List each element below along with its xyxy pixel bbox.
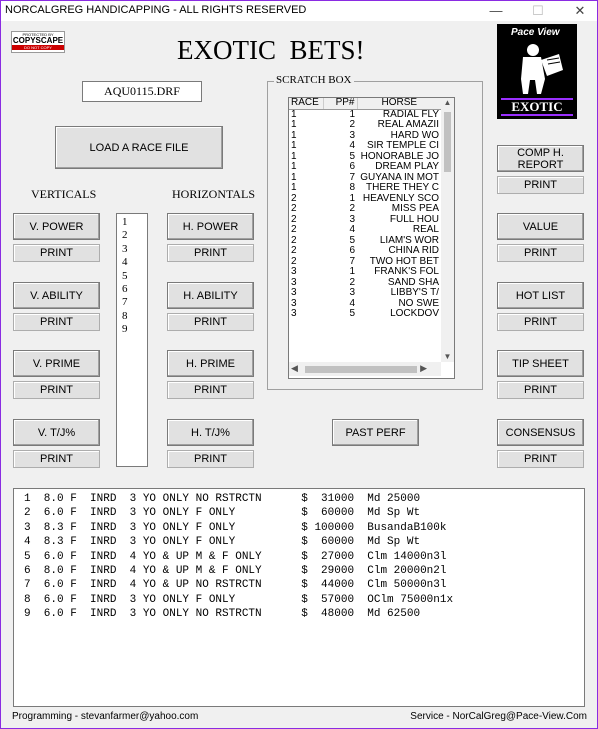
- scratch-row[interactable]: [289, 257, 441, 268]
- scroll-down-icon[interactable]: ▼: [443, 352, 452, 361]
- race-line: 4 8.3 F INRD 3 YO ONLY F ONLY $ 60000 Md Sp Wt: [24, 536, 421, 549]
- scratch-pp-cell: 1: [349, 267, 355, 278]
- logo-exotic-text: EXOTIC: [501, 98, 573, 116]
- scratch-pp-cell: 5: [349, 309, 355, 320]
- scratch-horse-cell: REAL AMAZII: [377, 120, 439, 131]
- scratch-horse-cell: LIAM'S WOR: [379, 235, 439, 246]
- page-title: EXOTIC BETS!: [177, 35, 365, 65]
- scratch-horse-cell: HEAVENLY SCO: [362, 193, 439, 204]
- scratch-horse-cell: THERE THEY C: [366, 183, 439, 194]
- consensus-print-button[interactable]: PRINT: [497, 450, 584, 468]
- list-item[interactable]: 5: [122, 269, 128, 282]
- scratch-race-cell: 1: [291, 130, 297, 141]
- h-power-button[interactable]: H. POWER: [167, 213, 254, 240]
- race-card-textarea[interactable]: [13, 488, 585, 707]
- race-line: 7 6.0 F INRD 4 YO & UP NO RSTRCTN $ 44000 Clm 50000n3l: [24, 579, 447, 592]
- race-line: 3 8.3 F INRD 3 YO ONLY F ONLY $ 100000 BusandaB100k: [24, 521, 447, 534]
- scratch-pp-cell: 2: [349, 204, 355, 215]
- title-bar: [1, 1, 597, 21]
- race-line: 6 8.0 F INRD 4 YO & UP M & F ONLY $ 29000 Clm 20000n2l: [24, 565, 447, 578]
- scratch-horse-cell: CHINA RID: [388, 246, 439, 257]
- copyscape-badge: [11, 31, 65, 53]
- scratch-pp-cell: 6: [349, 246, 355, 257]
- scratch-horse-cell: HONORABLE JO: [360, 151, 439, 162]
- value-print-button[interactable]: PRINT: [497, 244, 584, 262]
- scratch-row[interactable]: [289, 194, 441, 205]
- scratch-horse-cell: LIBBY'S T/: [390, 288, 439, 299]
- scratch-pp-cell: 1: [349, 193, 355, 204]
- race-line: 8 6.0 F INRD 3 YO ONLY F ONLY $ 57000 OClm 75000n1x: [24, 593, 454, 606]
- past-perf-button[interactable]: PAST PERF: [332, 419, 419, 446]
- scratch-race-cell: 2: [291, 225, 297, 236]
- race-line: 2 6.0 F INRD 3 YO ONLY F ONLY $ 60000 Md Sp Wt: [24, 507, 421, 520]
- scratch-row[interactable]: [289, 236, 441, 247]
- scratch-race-cell: 1: [291, 120, 297, 131]
- scratch-row[interactable]: [289, 173, 441, 184]
- scratch-row[interactable]: [289, 225, 441, 236]
- scratch-race-cell: 1: [291, 162, 297, 173]
- h-power-print-button[interactable]: PRINT: [167, 244, 254, 262]
- race-number-list[interactable]: [116, 213, 148, 467]
- scratch-row[interactable]: [289, 299, 441, 310]
- scratch-pp-cell: 3: [349, 214, 355, 225]
- scratch-grid[interactable]: [288, 97, 455, 379]
- minimize-icon[interactable]: —: [489, 3, 503, 18]
- race-line: 5 6.0 F INRD 4 YO & UP M & F ONLY $ 27000 Clm 14000n3l: [24, 550, 447, 563]
- list-item[interactable]: 8: [122, 309, 128, 322]
- h-ability-print-button[interactable]: PRINT: [167, 313, 254, 331]
- scratch-pp-cell: 4: [349, 141, 355, 152]
- scratch-race-cell: 2: [291, 204, 297, 215]
- scrollbar-thumb[interactable]: [444, 112, 451, 172]
- horizontals-label: HORIZONTALS: [172, 187, 256, 201]
- scratch-race-cell: 1: [291, 141, 297, 152]
- scratch-horse-cell: NO SWE: [398, 298, 439, 309]
- scratch-horse-cell: SAND SHA: [387, 277, 439, 288]
- badge-line2: COPYSCAPE: [12, 36, 64, 45]
- comp-h-report-button[interactable]: COMP H. REPORT: [497, 145, 584, 172]
- v-prime-print-button[interactable]: PRINT: [13, 381, 100, 399]
- scratch-horse-cell: FULL HOU: [389, 214, 439, 225]
- scratch-vertical-scrollbar[interactable]: [441, 98, 454, 362]
- scratch-race-cell: 3: [291, 277, 297, 288]
- scratch-row[interactable]: [289, 267, 441, 278]
- scratch-row[interactable]: [289, 120, 441, 131]
- race-lines: [24, 492, 584, 622]
- scroll-right-icon[interactable]: ▶: [420, 363, 427, 373]
- race-col-header[interactable]: RACE: [289, 98, 323, 109]
- hot-list-print-button[interactable]: PRINT: [497, 313, 584, 331]
- scratch-row[interactable]: [289, 131, 441, 142]
- scratch-pp-cell: 4: [349, 225, 355, 236]
- verticals-label: VERTICALS: [31, 187, 97, 201]
- badge-line3: DO NOT COPY: [12, 45, 64, 50]
- scratch-race-cell: 2: [291, 235, 297, 246]
- list-item[interactable]: 9: [122, 323, 128, 336]
- scratch-horse-cell: FRANK'S FOL: [374, 267, 439, 278]
- consensus-button[interactable]: CONSENSUS: [497, 419, 584, 446]
- scratch-pp-cell: 5: [349, 151, 355, 162]
- close-icon[interactable]: ✕: [574, 3, 586, 18]
- scratch-race-cell: 2: [291, 214, 297, 225]
- scratch-horse-cell: LOCKDOV: [390, 309, 439, 320]
- h-prime-button[interactable]: H. PRIME: [167, 350, 254, 377]
- scratch-row[interactable]: [289, 141, 441, 152]
- maximize-icon[interactable]: ☐: [532, 3, 544, 18]
- list-item[interactable]: 3: [122, 242, 128, 255]
- v-prime-button[interactable]: V. PRIME: [13, 350, 100, 377]
- list-item[interactable]: 6: [122, 283, 128, 296]
- h-scrollbar-thumb[interactable]: [305, 366, 417, 373]
- pp-col-header[interactable]: PP#: [323, 98, 357, 109]
- scroll-up-icon[interactable]: ▲: [443, 98, 452, 107]
- v-power-button[interactable]: V. POWER: [13, 213, 100, 240]
- race-line: 1 8.0 F INRD 3 YO ONLY NO RSTRCTN $ 31000 Md 25000: [24, 493, 421, 505]
- scratch-row[interactable]: [289, 215, 441, 226]
- load-race-file-button[interactable]: LOAD A RACE FILE: [55, 126, 223, 169]
- scratch-horse-cell: DREAM PLAY: [375, 162, 439, 173]
- scratch-pp-cell: 7: [349, 256, 355, 267]
- scratch-horse-cell: TWO HOT BET: [369, 256, 439, 267]
- h-prime-print-button[interactable]: PRINT: [167, 381, 254, 399]
- pace-view-logo: [497, 24, 577, 119]
- scratch-row[interactable]: [289, 309, 441, 320]
- scratch-race-cell: 3: [291, 267, 297, 278]
- scratch-horse-cell: SIR TEMPLE CI: [366, 141, 439, 152]
- list-item[interactable]: 4: [122, 256, 128, 269]
- scratch-horse-cell: GUYANA IN MOT: [360, 172, 439, 183]
- scratch-rows: [289, 109, 441, 320]
- scratch-pp-cell: 4: [349, 298, 355, 309]
- scratch-pp-cell: 2: [349, 277, 355, 288]
- h-ability-button[interactable]: H. ABILITY: [167, 282, 254, 309]
- v-tj-print-button[interactable]: PRINT: [13, 450, 100, 468]
- footer-service: Service - NorCalGreg@Pace-View.Com: [410, 711, 587, 722]
- scratch-pp-cell: 7: [349, 172, 355, 183]
- scroll-left-icon[interactable]: ◀: [291, 363, 298, 373]
- scratch-horse-cell: RADIAL FLY: [382, 109, 439, 120]
- scratch-row[interactable]: [289, 152, 441, 163]
- comp-h-report-print-button[interactable]: PRINT: [497, 176, 584, 194]
- scratch-horse-cell: REAL: [412, 225, 439, 236]
- scratch-race-cell: 1: [291, 109, 297, 120]
- scratch-horse-cell: HARD WO: [390, 130, 439, 141]
- list-item[interactable]: 7: [122, 296, 128, 309]
- horse-col-header[interactable]: HORSE: [357, 98, 441, 109]
- v-power-print-button[interactable]: PRINT: [13, 244, 100, 262]
- scratch-race-cell: 3: [291, 298, 297, 309]
- scratch-race-cell: 1: [291, 172, 297, 183]
- scratch-row[interactable]: [289, 162, 441, 173]
- footer-programming: Programming - stevanfarmer@yahoo.com: [12, 711, 199, 722]
- scratch-horse-cell: MISS PEA: [391, 204, 439, 215]
- scratch-race-cell: 3: [291, 309, 297, 320]
- tip-sheet-print-button[interactable]: PRINT: [497, 381, 584, 399]
- scratch-pp-cell: 3: [349, 288, 355, 299]
- scratch-race-cell: 1: [291, 151, 297, 162]
- scratch-row[interactable]: [289, 204, 441, 215]
- scratch-pp-cell: 1: [349, 109, 355, 120]
- h-tj-print-button[interactable]: PRINT: [167, 450, 254, 468]
- scratch-pp-cell: 6: [349, 162, 355, 173]
- scratch-horizontal-scrollbar[interactable]: [289, 362, 441, 376]
- scratch-pp-cell: 3: [349, 130, 355, 141]
- h-tj-button[interactable]: H. T/J%: [167, 419, 254, 446]
- scratch-pp-cell: 5: [349, 235, 355, 246]
- race-line: 9 6.0 F INRD 3 YO ONLY NO RSTRCTN $ 48000 Md 62500: [24, 608, 421, 621]
- v-ability-print-button[interactable]: PRINT: [13, 313, 100, 331]
- scratch-row[interactable]: [289, 278, 441, 289]
- scratch-race-cell: 2: [291, 256, 297, 267]
- scratch-race-cell: 2: [291, 193, 297, 204]
- scratch-race-cell: 1: [291, 183, 297, 194]
- scratch-row[interactable]: [289, 288, 441, 299]
- list-item[interactable]: 2: [122, 229, 128, 242]
- logo-top-text: Pace View: [511, 27, 560, 38]
- v-ability-button[interactable]: V. ABILITY: [13, 282, 100, 309]
- window-title: NORCALGREG HANDICAPPING - ALL RIGHTS RESERVED: [5, 4, 307, 16]
- list-item[interactable]: 1: [122, 216, 128, 228]
- scratch-row[interactable]: [289, 246, 441, 257]
- value-button[interactable]: VALUE: [497, 213, 584, 240]
- scratch-race-cell: 3: [291, 288, 297, 299]
- tip-sheet-button[interactable]: TIP SHEET: [497, 350, 584, 377]
- v-tj-button[interactable]: V. T/J%: [13, 419, 100, 446]
- hot-list-button[interactable]: HOT LIST: [497, 282, 584, 309]
- scratch-row[interactable]: [289, 183, 441, 194]
- race-file-field[interactable]: AQU0115.DRF: [82, 81, 202, 102]
- scratch-box-label: SCRATCH BOX: [276, 74, 352, 86]
- badge-line1: PROTECTED BY: [22, 32, 54, 37]
- scratch-pp-cell: 2: [349, 120, 355, 131]
- scratch-row[interactable]: [289, 109, 441, 120]
- scratch-race-cell: 2: [291, 246, 297, 257]
- scratch-pp-cell: 8: [349, 183, 355, 194]
